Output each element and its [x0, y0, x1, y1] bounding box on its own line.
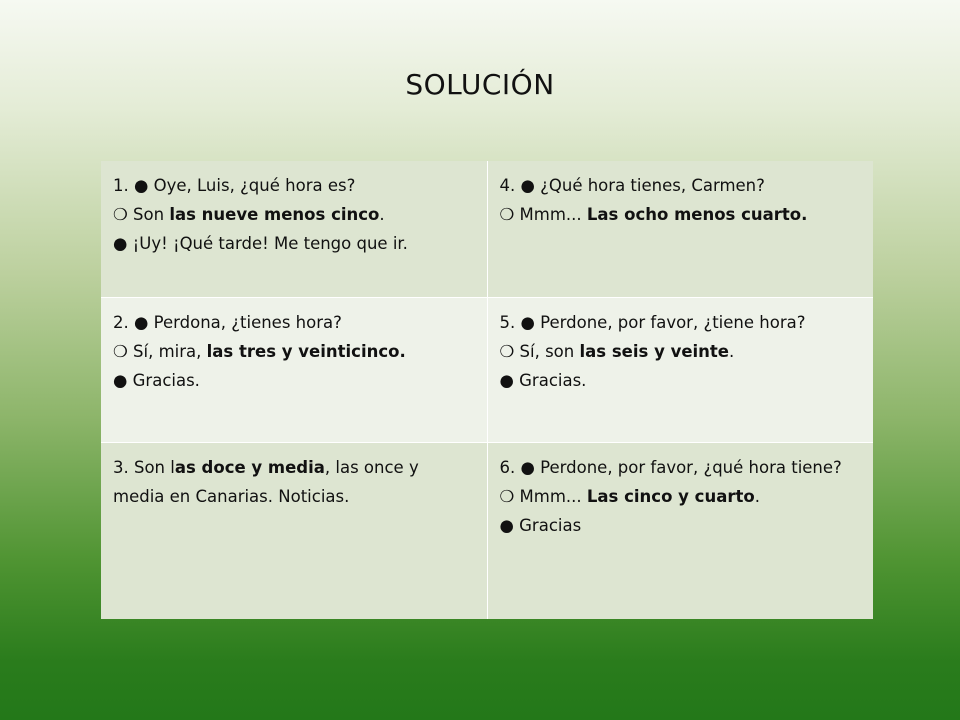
dialogue-line: 5. ● Perdone, por favor, ¿tiene hora? [499, 312, 806, 332]
dialogue-line: 1. ● Oye, Luis, ¿qué hora es? [113, 176, 356, 195]
dialogue-line: 4. ● ¿Qué hora tienes, Carmen? [499, 176, 765, 195]
dialogue-line: 2. ● Perdona, ¿tienes hora? [113, 312, 342, 332]
solution-table [101, 161, 873, 619]
line-text: ❍ Son [113, 205, 170, 224]
answer-highlight: Las ocho menos cuarto. [586, 205, 808, 224]
table-row [101, 442, 873, 619]
line-text: . [729, 341, 735, 361]
dialogue-line [113, 200, 475, 229]
answer-highlight: las tres y veinticinco. [206, 341, 406, 361]
line-text: . [754, 486, 760, 506]
dialogue-line: ● ¡Uy! ¡Qué tarde! Me tengo que ir. [113, 234, 408, 253]
dialogue-line [500, 337, 862, 366]
dialogue-cell-6 [487, 442, 873, 619]
table-row [101, 161, 873, 297]
answer-highlight: las seis y veinte [579, 341, 729, 361]
dialogue-cell-4 [487, 161, 873, 297]
dialogue-line: ● Gracias. [113, 370, 200, 390]
line-text: ❍ Sí, son [499, 341, 580, 361]
line-text: ❍ Sí, mira, [113, 341, 207, 361]
line-text: . [379, 205, 385, 224]
dialogue-cell-3 [101, 442, 487, 619]
dialogue-cell-2 [101, 297, 487, 442]
dialogue-line: ● Gracias [499, 515, 582, 535]
line-text: ❍ Mmm... [499, 486, 587, 506]
answer-highlight: as doce y media [174, 457, 325, 477]
page-title: SOLUCIÓN [405, 68, 555, 101]
line-text: , las once y media en Canarias. Noticias. [113, 457, 419, 506]
dialogue-text [113, 458, 419, 506]
dialogue-line: 6. ● Perdone, por favor, ¿qué hora tiene? [499, 457, 842, 477]
dialogue-cell-5 [487, 297, 873, 442]
line-text: ❍ Mmm... [499, 205, 587, 224]
table-row [101, 297, 873, 442]
answer-highlight: Las cinco y cuarto [586, 486, 755, 506]
dialogue-line: ● Gracias. [499, 370, 587, 390]
dialogue-line [500, 482, 862, 511]
dialogue-line [113, 337, 475, 366]
dialogue-cell-1 [101, 161, 487, 297]
line-text: 3. Son l [113, 457, 175, 477]
answer-highlight: las nueve menos cinco [169, 205, 380, 224]
dialogue-line [500, 200, 862, 229]
